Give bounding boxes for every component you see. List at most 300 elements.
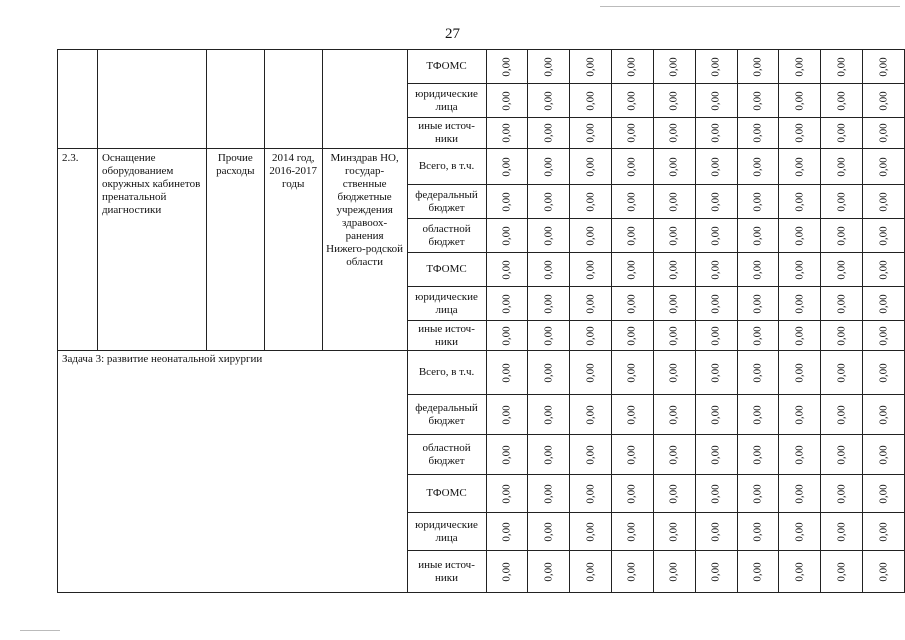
value-text: 0,00 — [542, 259, 555, 280]
value-text: 0,00 — [835, 561, 848, 582]
value-text: 0,00 — [877, 325, 890, 346]
value-cell — [695, 551, 737, 593]
value-text: 0,00 — [500, 156, 513, 177]
value-text: 0,00 — [584, 325, 597, 346]
value-cell — [863, 351, 905, 395]
value-cell — [695, 50, 737, 84]
value-cell — [612, 84, 654, 118]
table-row — [58, 50, 905, 84]
value-text: 0,00 — [793, 293, 806, 314]
value-cell — [779, 84, 821, 118]
value-cell — [779, 50, 821, 84]
value-text: 0,00 — [542, 191, 555, 212]
value-text: 0,00 — [709, 483, 722, 504]
value-cell — [570, 219, 612, 253]
value-cell — [486, 253, 528, 287]
value-cell — [779, 513, 821, 551]
value-cell — [570, 513, 612, 551]
value-text: 0,00 — [709, 225, 722, 246]
source-label: областной бюджет — [407, 435, 486, 475]
value-text: 0,00 — [709, 561, 722, 582]
value-text: 0,00 — [751, 293, 764, 314]
value-cell — [486, 395, 528, 435]
value-text: 0,00 — [542, 293, 555, 314]
table-row — [58, 351, 905, 395]
value-text: 0,00 — [500, 483, 513, 504]
value-cell — [528, 219, 570, 253]
value-text: 0,00 — [584, 56, 597, 77]
value-cell — [695, 395, 737, 435]
value-text: 0,00 — [793, 259, 806, 280]
value-cell — [821, 50, 863, 84]
value-text: 0,00 — [835, 90, 848, 111]
value-text: 0,00 — [751, 444, 764, 465]
value-cell — [570, 435, 612, 475]
value-text: 0,00 — [877, 293, 890, 314]
value-cell — [486, 219, 528, 253]
value-cell — [653, 219, 695, 253]
value-text: 0,00 — [625, 561, 638, 582]
value-text: 0,00 — [584, 404, 597, 425]
value-text: 0,00 — [625, 259, 638, 280]
value-cell — [486, 84, 528, 118]
value-text: 0,00 — [709, 404, 722, 425]
value-text: 0,00 — [584, 225, 597, 246]
value-text: 0,00 — [835, 483, 848, 504]
value-cell — [737, 219, 779, 253]
value-text: 0,00 — [500, 561, 513, 582]
value-text: 0,00 — [709, 90, 722, 111]
value-cell — [653, 253, 695, 287]
value-cell — [612, 395, 654, 435]
value-text: 0,00 — [793, 90, 806, 111]
value-text: 0,00 — [877, 156, 890, 177]
value-cell — [779, 551, 821, 593]
value-text: 0,00 — [500, 191, 513, 212]
value-cell — [528, 435, 570, 475]
value-text: 0,00 — [751, 156, 764, 177]
value-cell — [528, 253, 570, 287]
value-cell — [695, 351, 737, 395]
value-cell — [486, 513, 528, 551]
value-text: 0,00 — [877, 521, 890, 542]
value-cell — [570, 321, 612, 351]
value-text: 0,00 — [709, 56, 722, 77]
value-text: 0,00 — [667, 362, 680, 383]
value-text: 0,00 — [709, 156, 722, 177]
value-text: 0,00 — [584, 362, 597, 383]
value-cell — [486, 185, 528, 219]
value-text: 0,00 — [709, 521, 722, 542]
value-cell — [528, 118, 570, 149]
value-cell — [653, 84, 695, 118]
value-cell — [695, 475, 737, 513]
value-text: 0,00 — [542, 225, 555, 246]
value-text: 0,00 — [835, 444, 848, 465]
value-cell — [779, 219, 821, 253]
value-cell — [695, 219, 737, 253]
value-text: 0,00 — [667, 521, 680, 542]
value-cell — [612, 513, 654, 551]
value-text: 0,00 — [500, 293, 513, 314]
value-text: 0,00 — [667, 225, 680, 246]
value-cell — [695, 287, 737, 321]
source-label: иные источ-ники — [407, 551, 486, 593]
value-text: 0,00 — [625, 56, 638, 77]
source-label: Всего, в т.ч. — [407, 351, 486, 395]
value-cell — [863, 475, 905, 513]
value-cell — [821, 435, 863, 475]
value-text: 0,00 — [835, 56, 848, 77]
value-cell — [863, 84, 905, 118]
value-text: 0,00 — [751, 191, 764, 212]
value-cell — [695, 253, 737, 287]
value-cell — [528, 475, 570, 513]
value-cell — [779, 321, 821, 351]
value-text: 0,00 — [584, 444, 597, 465]
value-text: 0,00 — [835, 293, 848, 314]
value-cell — [863, 149, 905, 185]
cont-period-cell — [264, 50, 322, 149]
value-cell — [528, 287, 570, 321]
value-text: 0,00 — [751, 325, 764, 346]
scan-artifact-top — [600, 6, 900, 7]
value-text: 0,00 — [751, 483, 764, 504]
value-text: 0,00 — [500, 444, 513, 465]
value-text: 0,00 — [542, 404, 555, 425]
value-text: 0,00 — [584, 483, 597, 504]
value-text: 0,00 — [751, 259, 764, 280]
value-text: 0,00 — [625, 404, 638, 425]
value-cell — [486, 118, 528, 149]
value-text: 0,00 — [542, 156, 555, 177]
value-cell — [570, 50, 612, 84]
value-text: 0,00 — [625, 293, 638, 314]
value-text: 0,00 — [500, 362, 513, 383]
value-text: 0,00 — [667, 259, 680, 280]
value-cell — [612, 551, 654, 593]
value-text: 0,00 — [877, 123, 890, 143]
value-text: 0,00 — [667, 444, 680, 465]
value-cell — [612, 287, 654, 321]
source-label: юридические лица — [407, 287, 486, 321]
value-text: 0,00 — [625, 521, 638, 542]
value-text: 0,00 — [877, 483, 890, 504]
budget-table — [57, 49, 905, 593]
value-cell — [821, 219, 863, 253]
value-text: 0,00 — [751, 404, 764, 425]
value-text: 0,00 — [793, 483, 806, 504]
value-text: 0,00 — [751, 225, 764, 246]
value-cell — [695, 84, 737, 118]
value-cell — [863, 435, 905, 475]
value-text: 0,00 — [542, 123, 555, 143]
source-label: Всего, в т.ч. — [407, 149, 486, 185]
value-text: 0,00 — [793, 325, 806, 346]
value-text: 0,00 — [625, 444, 638, 465]
value-cell — [737, 551, 779, 593]
value-cell — [779, 253, 821, 287]
value-cell — [528, 513, 570, 551]
value-text: 0,00 — [500, 123, 513, 143]
value-text: 0,00 — [667, 56, 680, 77]
value-cell — [779, 351, 821, 395]
value-cell — [737, 253, 779, 287]
expense-type: Прочие расходы — [206, 149, 264, 351]
value-text: 0,00 — [793, 521, 806, 542]
scan-artifact-bottom — [20, 630, 60, 631]
value-cell — [695, 118, 737, 149]
value-cell — [653, 321, 695, 351]
value-cell — [653, 50, 695, 84]
value-text: 0,00 — [709, 259, 722, 280]
value-text: 0,00 — [667, 90, 680, 111]
value-cell — [863, 185, 905, 219]
value-cell — [528, 149, 570, 185]
value-text: 0,00 — [793, 123, 806, 143]
value-cell — [570, 118, 612, 149]
value-cell — [570, 351, 612, 395]
value-cell — [821, 475, 863, 513]
value-text: 0,00 — [793, 404, 806, 425]
value-cell — [821, 395, 863, 435]
cont-executor-cell — [322, 50, 407, 149]
value-cell — [863, 395, 905, 435]
value-text: 0,00 — [835, 123, 848, 143]
value-text: 0,00 — [542, 444, 555, 465]
value-text: 0,00 — [500, 56, 513, 77]
value-text: 0,00 — [835, 225, 848, 246]
value-cell — [486, 50, 528, 84]
source-label: иные источ-ники — [407, 118, 486, 149]
value-cell — [612, 185, 654, 219]
value-cell — [570, 475, 612, 513]
value-cell — [570, 395, 612, 435]
value-text: 0,00 — [500, 325, 513, 346]
value-cell — [653, 513, 695, 551]
value-cell — [863, 287, 905, 321]
value-cell — [570, 253, 612, 287]
value-cell — [863, 50, 905, 84]
value-text: 0,00 — [542, 521, 555, 542]
value-text: 0,00 — [542, 561, 555, 582]
value-cell — [863, 551, 905, 593]
value-cell — [653, 185, 695, 219]
value-cell — [695, 435, 737, 475]
value-text: 0,00 — [625, 225, 638, 246]
value-text: 0,00 — [625, 325, 638, 346]
value-text: 0,00 — [877, 90, 890, 111]
value-cell — [779, 149, 821, 185]
value-text: 0,00 — [625, 191, 638, 212]
table-row — [58, 149, 905, 185]
activity-name: Оснащение оборудованием окружных кабинетов пренатальной диагностики — [97, 149, 206, 351]
value-text: 0,00 — [542, 325, 555, 346]
value-cell — [486, 321, 528, 351]
value-text: 0,00 — [667, 156, 680, 177]
value-text: 0,00 — [877, 444, 890, 465]
value-text: 0,00 — [584, 123, 597, 143]
value-text: 0,00 — [793, 362, 806, 383]
value-text: 0,00 — [877, 56, 890, 77]
cont-number-cell — [58, 50, 98, 149]
value-cell — [779, 475, 821, 513]
value-cell — [737, 513, 779, 551]
value-text: 0,00 — [751, 561, 764, 582]
value-cell — [863, 321, 905, 351]
source-label: ТФОМС — [407, 50, 486, 84]
value-text: 0,00 — [751, 90, 764, 111]
value-text: 0,00 — [751, 56, 764, 77]
value-text: 0,00 — [667, 123, 680, 143]
value-cell — [821, 149, 863, 185]
value-text: 0,00 — [751, 362, 764, 383]
value-text: 0,00 — [709, 191, 722, 212]
value-text: 0,00 — [584, 90, 597, 111]
value-text: 0,00 — [584, 521, 597, 542]
value-text: 0,00 — [877, 404, 890, 425]
value-cell — [612, 351, 654, 395]
value-text: 0,00 — [709, 293, 722, 314]
value-text: 0,00 — [625, 483, 638, 504]
source-label: федеральный бюджет — [407, 185, 486, 219]
value-text: 0,00 — [709, 444, 722, 465]
value-cell — [821, 84, 863, 118]
value-cell — [821, 551, 863, 593]
value-text: 0,00 — [542, 90, 555, 111]
value-text: 0,00 — [542, 362, 555, 383]
value-cell — [612, 253, 654, 287]
value-text: 0,00 — [835, 156, 848, 177]
value-cell — [695, 513, 737, 551]
value-text: 0,00 — [584, 259, 597, 280]
row-number: 2.3. — [58, 149, 98, 351]
value-text: 0,00 — [709, 362, 722, 383]
value-cell — [821, 118, 863, 149]
value-cell — [528, 351, 570, 395]
value-text: 0,00 — [793, 156, 806, 177]
value-cell — [737, 351, 779, 395]
value-cell — [486, 475, 528, 513]
value-cell — [737, 321, 779, 351]
value-cell — [570, 84, 612, 118]
value-cell — [737, 50, 779, 84]
value-cell — [653, 475, 695, 513]
value-cell — [486, 287, 528, 321]
value-cell — [528, 395, 570, 435]
value-text: 0,00 — [877, 259, 890, 280]
value-cell — [821, 185, 863, 219]
cont-expense-cell — [206, 50, 264, 149]
value-text: 0,00 — [835, 404, 848, 425]
value-cell — [863, 253, 905, 287]
value-text: 0,00 — [793, 225, 806, 246]
value-cell — [821, 351, 863, 395]
value-text: 0,00 — [667, 561, 680, 582]
value-text: 0,00 — [709, 123, 722, 143]
value-cell — [486, 149, 528, 185]
value-cell — [695, 149, 737, 185]
value-cell — [737, 435, 779, 475]
task-title: Задача 3: развитие неонатальной хирургии — [58, 351, 408, 593]
value-cell — [779, 435, 821, 475]
value-cell — [737, 149, 779, 185]
value-text: 0,00 — [625, 362, 638, 383]
value-cell — [612, 435, 654, 475]
value-text: 0,00 — [542, 56, 555, 77]
value-cell — [612, 149, 654, 185]
source-label: ТФОМС — [407, 253, 486, 287]
value-text: 0,00 — [625, 90, 638, 111]
value-cell — [528, 321, 570, 351]
value-cell — [612, 475, 654, 513]
source-label: юридические лица — [407, 513, 486, 551]
value-text: 0,00 — [877, 191, 890, 212]
value-cell — [570, 149, 612, 185]
value-cell — [695, 185, 737, 219]
value-cell — [528, 185, 570, 219]
source-label: областной бюджет — [407, 219, 486, 253]
value-text: 0,00 — [793, 56, 806, 77]
source-label: юридические лица — [407, 84, 486, 118]
executor: Минздрав НО, государ-ственные бюджетные учреждения здравоох-ранения Нижего-родской области — [322, 149, 407, 351]
value-text: 0,00 — [667, 191, 680, 212]
value-text: 0,00 — [625, 156, 638, 177]
value-cell — [863, 219, 905, 253]
value-cell — [737, 84, 779, 118]
source-label: иные источ-ники — [407, 321, 486, 351]
value-text: 0,00 — [500, 259, 513, 280]
value-text: 0,00 — [835, 362, 848, 383]
value-cell — [612, 219, 654, 253]
value-text: 0,00 — [500, 90, 513, 111]
value-cell — [612, 118, 654, 149]
value-cell — [863, 118, 905, 149]
value-cell — [863, 513, 905, 551]
page-number: 27 — [445, 26, 460, 42]
value-cell — [653, 435, 695, 475]
value-cell — [737, 287, 779, 321]
source-label: ТФОМС — [407, 475, 486, 513]
value-cell — [653, 551, 695, 593]
value-text: 0,00 — [500, 521, 513, 542]
value-cell — [653, 118, 695, 149]
value-text: 0,00 — [793, 561, 806, 582]
value-text: 0,00 — [835, 259, 848, 280]
value-cell — [612, 321, 654, 351]
value-cell — [486, 435, 528, 475]
cont-name-cell — [97, 50, 206, 149]
value-text: 0,00 — [835, 191, 848, 212]
value-text: 0,00 — [500, 404, 513, 425]
value-cell — [821, 513, 863, 551]
value-cell — [486, 351, 528, 395]
value-cell — [821, 321, 863, 351]
value-text: 0,00 — [667, 293, 680, 314]
value-text: 0,00 — [625, 123, 638, 143]
value-text: 0,00 — [500, 225, 513, 246]
value-cell — [653, 395, 695, 435]
value-cell — [695, 321, 737, 351]
value-text: 0,00 — [877, 225, 890, 246]
value-cell — [821, 253, 863, 287]
value-text: 0,00 — [542, 483, 555, 504]
value-text: 0,00 — [835, 325, 848, 346]
value-text: 0,00 — [667, 483, 680, 504]
value-cell — [653, 149, 695, 185]
value-text: 0,00 — [793, 191, 806, 212]
value-text: 0,00 — [877, 362, 890, 383]
